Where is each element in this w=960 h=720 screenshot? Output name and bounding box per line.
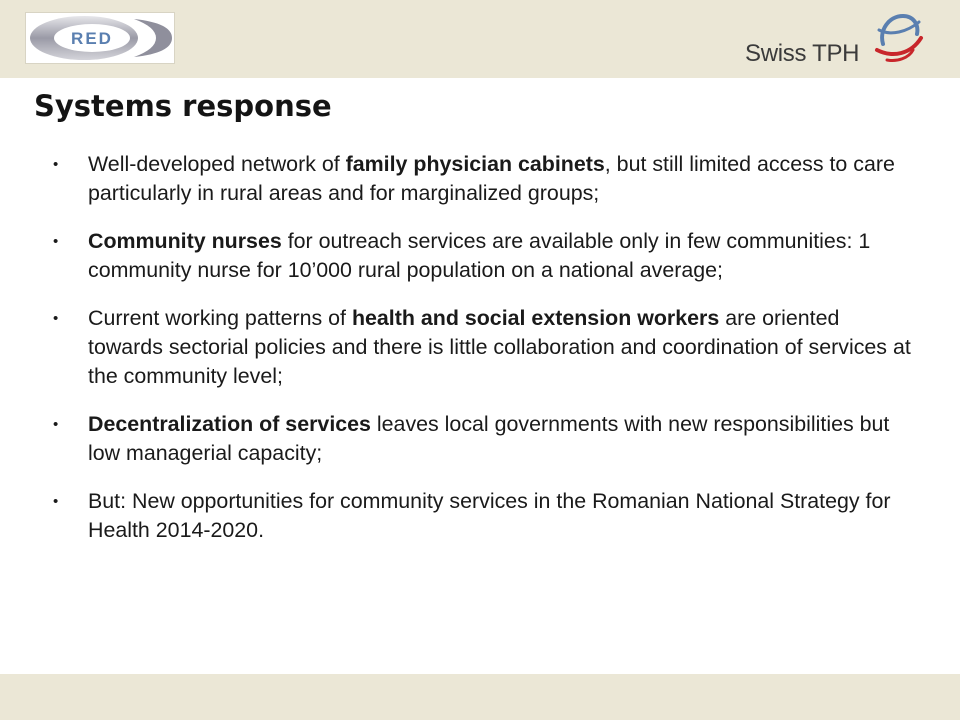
bullet-item	[52, 150, 912, 208]
bullet-text-bold: health and social extension workers	[351, 306, 720, 330]
bullet-text-after: for outreach services are available only in few communities: 1 community nurse for 10’000 rural population on a national average;	[88, 229, 871, 282]
page-title: Systems response	[34, 89, 332, 123]
bullet-text-bold: Community nurses	[88, 229, 282, 253]
bullet-item	[52, 410, 912, 468]
bullet-item	[52, 227, 912, 285]
bullet-text-after: are oriented towards sectorial policies and there is little collaboration and coordination of services at the community level;	[88, 306, 911, 388]
swiss-tph-logo	[745, 8, 935, 72]
bullet-item	[52, 304, 912, 391]
bullet-dot-icon: •	[53, 156, 59, 173]
bullet-dot-icon: •	[53, 416, 59, 433]
bullet-text-before: But: New opportunities for community services in the Romanian National Strategy for Health 2014-2020.	[88, 489, 891, 542]
red-logo-icon	[26, 13, 174, 63]
footer-band	[0, 674, 960, 720]
swiss-tph-text: Swiss TPH	[745, 40, 860, 67]
bullet-text-before: Current working patterns of	[88, 306, 352, 330]
red-logo-text: RED	[71, 29, 113, 48]
bullet-dot-icon: •	[53, 493, 59, 510]
bullet-text-bold: family physician cabinets	[345, 152, 605, 176]
bullet-dot-icon: •	[53, 233, 59, 250]
swiss-tph-swirl-icon	[873, 8, 925, 66]
bullet-item	[52, 487, 912, 545]
bullet-dot-icon: •	[53, 310, 59, 327]
bullet-list	[52, 150, 912, 564]
bullet-text-after: , but still limited access to care particularly in rural areas and for marginalized groups;	[88, 152, 895, 205]
red-logo	[25, 12, 175, 64]
bullet-text-bold: Decentralization of services	[88, 412, 371, 436]
bullet-text-after: leaves local governments with new responsibilities but low managerial capacity;	[88, 412, 890, 465]
bullet-text-before: Well-developed network of	[88, 152, 346, 176]
header-band	[0, 0, 960, 78]
